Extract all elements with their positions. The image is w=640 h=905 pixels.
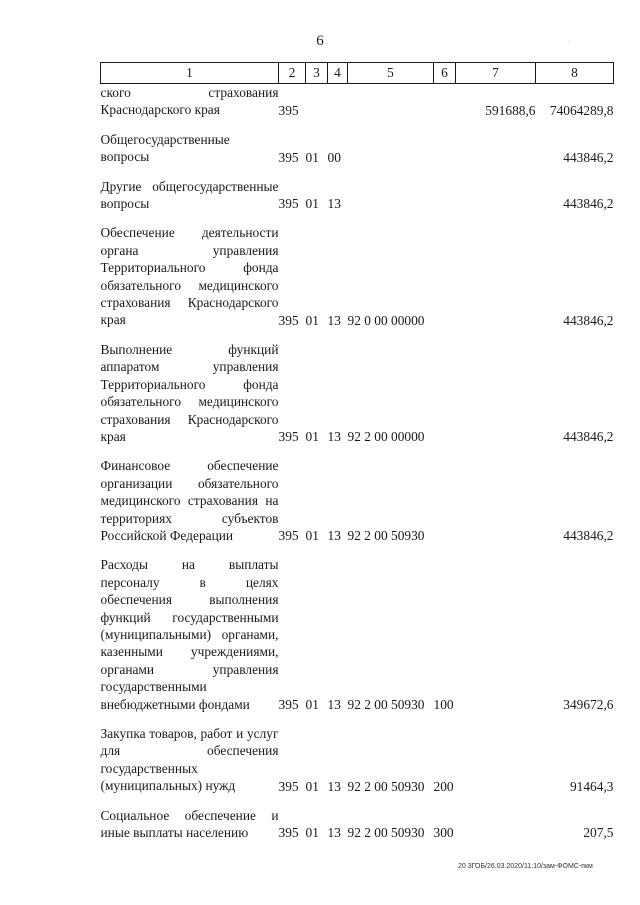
cell-amount: 74064289,8 xyxy=(549,102,614,118)
column-header: 8 xyxy=(536,63,614,84)
cell-admin: 395 xyxy=(278,196,299,212)
cell-expense-type xyxy=(434,457,456,544)
cell-section: 01 xyxy=(305,429,319,445)
cell-section: 01 xyxy=(305,312,319,328)
row-name: Финансовое обеспечение организации обязательного медицинского страхования на территориях субъектов Российской Федерации xyxy=(100,458,279,543)
cell-section: 01 xyxy=(305,149,319,165)
column-header: 4 xyxy=(328,63,348,84)
cell-admin: 395 xyxy=(278,825,299,841)
cell-target xyxy=(348,131,434,166)
cell-expense-type xyxy=(434,341,456,445)
cell-subsection xyxy=(328,84,348,119)
cell-target: 92 2 00 50930 xyxy=(347,528,425,544)
cell-admin: 395 xyxy=(278,102,299,118)
cell-amount: 207,5 xyxy=(583,825,614,841)
table-row xyxy=(101,84,614,119)
cell-section xyxy=(306,84,328,119)
page-number: 6 xyxy=(316,33,324,49)
row-name: Выполнение функций аппаратом управления Территориального фонда обязательного медицинского страхования Краснодарского края xyxy=(100,341,279,444)
cell-expense-type: 100 xyxy=(433,697,454,712)
row-name: Другие общегосударственные вопросы xyxy=(100,178,279,212)
cell-expense-type xyxy=(434,84,456,119)
cell-subsection: 13 xyxy=(327,825,341,841)
cell-target: 92 0 00 00000 xyxy=(347,312,425,328)
cell-section: 01 xyxy=(305,528,319,544)
cell-target: 92 2 00 50930 xyxy=(347,778,425,794)
row-name: Социальное обеспечение и иные выплаты населению xyxy=(100,807,279,841)
cell-amount: 443846,2 xyxy=(563,196,614,212)
cell-expense-type: 200 xyxy=(433,778,454,794)
column-header: 6 xyxy=(434,63,456,84)
cell-section: 01 xyxy=(305,825,319,841)
footer-stamp: 20 3ГОБ/26.03.2020/11:10/зам-ФОМС-пкм xyxy=(458,863,593,870)
row-name: ского страхования Краснодарского края xyxy=(100,85,279,118)
row-name: Расходы на выплаты персоналу в целях обеспечения выполнения функций государственными (муниципальными) органами, казенными учреждениями, органами управления государственными внебюджетными фондами xyxy=(100,557,279,712)
cell-subsection: 13 xyxy=(327,778,341,794)
corner-mark: · xyxy=(568,38,570,44)
cell-subsection: 13 xyxy=(327,528,341,544)
cell-amount: 443846,2 xyxy=(563,528,614,544)
column-header: 7 xyxy=(456,63,536,84)
column-header: 1 xyxy=(101,63,279,84)
cell-amount: 91464,3 xyxy=(569,778,614,794)
cell-col7 xyxy=(456,224,536,328)
column-header: 5 xyxy=(348,63,434,84)
cell-amount: 443846,2 xyxy=(563,312,614,328)
cell-target: 92 2 00 50930 xyxy=(347,697,425,712)
cell-admin: 395 xyxy=(278,312,299,328)
cell-admin: 395 xyxy=(278,429,299,445)
cell-col7 xyxy=(456,725,536,795)
cell-amount: 349672,6 xyxy=(563,697,614,712)
cell-col7: 591688,6 xyxy=(485,102,536,118)
cell-section: 01 xyxy=(305,778,319,794)
cell-col7 xyxy=(456,556,536,713)
cell-subsection: 13 xyxy=(327,312,341,328)
cell-subsection: 13 xyxy=(327,429,341,445)
cell-admin: 395 xyxy=(278,149,299,165)
cell-admin: 395 xyxy=(278,778,299,794)
column-header: 3 xyxy=(306,63,328,84)
row-name: Общегосударственные вопросы xyxy=(100,131,230,165)
cell-amount: 443846,2 xyxy=(563,149,614,165)
cell-subsection: 13 xyxy=(327,697,341,712)
cell-expense-type: 300 xyxy=(433,825,454,841)
cell-col7 xyxy=(456,807,536,842)
cell-subsection: 13 xyxy=(327,196,341,212)
table-row xyxy=(101,807,614,842)
cell-col7 xyxy=(456,131,536,166)
header-row xyxy=(101,63,614,84)
table-row xyxy=(101,341,614,445)
cell-expense-type xyxy=(434,131,456,166)
table-row xyxy=(101,178,614,213)
cell-target xyxy=(348,84,434,119)
row-name: Обеспечение деятельности органа управления Территориального фонда обязательного медицинского страхования Краснодарского края xyxy=(100,225,279,328)
cell-amount: 443846,2 xyxy=(563,429,614,445)
table-row xyxy=(101,224,614,328)
table-row xyxy=(101,725,614,795)
cell-admin: 395 xyxy=(278,697,299,712)
cell-col7 xyxy=(456,341,536,445)
cell-col7 xyxy=(456,457,536,544)
row-name: Закупка товаров, работ и услуг для обеспечения государственных (муниципальных) нужд xyxy=(100,726,279,794)
table-row xyxy=(101,556,614,713)
cell-col7 xyxy=(456,178,536,213)
cell-target: 92 2 00 00000 xyxy=(347,429,425,445)
table-row xyxy=(101,457,614,544)
cell-expense-type xyxy=(434,224,456,328)
cell-target: 92 2 00 50930 xyxy=(347,825,425,841)
column-header: 2 xyxy=(279,63,306,84)
cell-section: 01 xyxy=(305,697,319,712)
cell-admin: 395 xyxy=(278,528,299,544)
cell-subsection: 00 xyxy=(327,149,341,165)
budget-table xyxy=(100,62,614,841)
table-row xyxy=(101,131,614,166)
cell-expense-type xyxy=(434,178,456,213)
cell-target xyxy=(348,178,434,213)
cell-section: 01 xyxy=(305,196,319,212)
